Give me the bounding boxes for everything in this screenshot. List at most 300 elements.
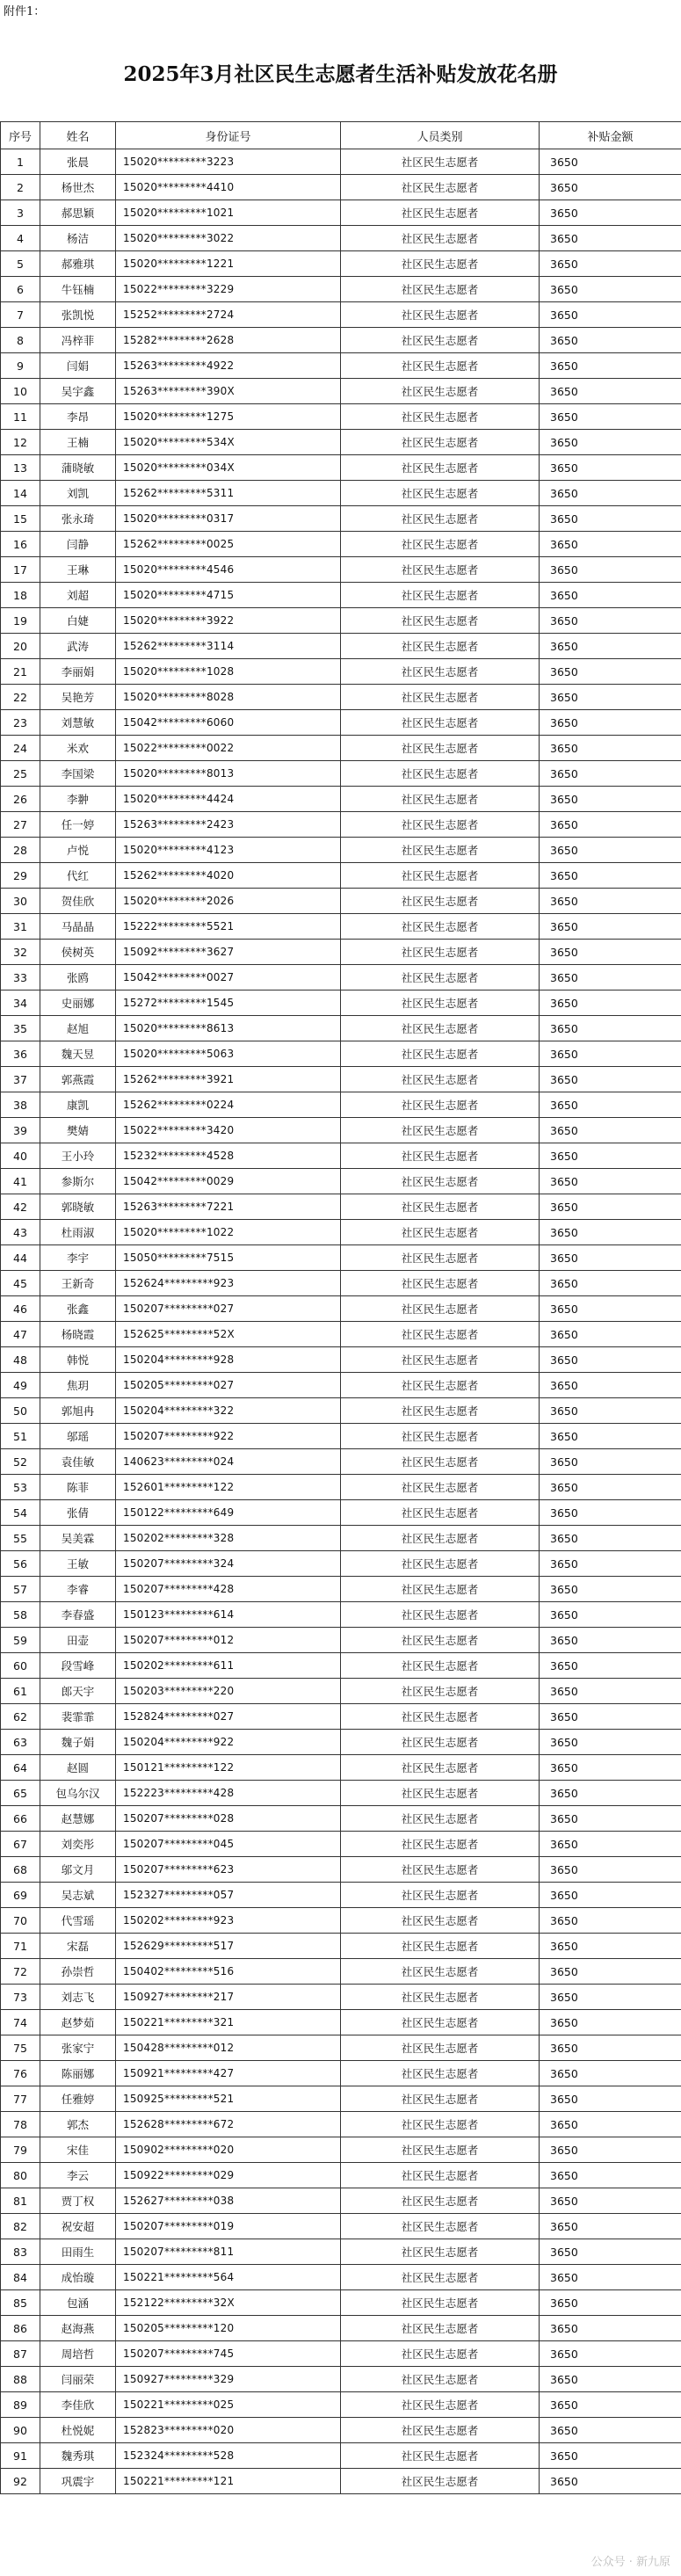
cell-id: 150207*********623 — [116, 1857, 341, 1883]
table-row — [1, 2367, 681, 2392]
cell-id: 150207*********745 — [116, 2341, 341, 2367]
cell-amount: 3650 — [540, 2469, 681, 2494]
cell-name: 郝雅琪 — [40, 251, 116, 277]
cell-amount: 3650 — [540, 1806, 681, 1832]
cell-id: 15262*********0025 — [116, 532, 341, 557]
cell-name: 刘志飞 — [40, 1985, 116, 2010]
cell-index: 89 — [1, 2392, 40, 2418]
table-row — [1, 1781, 681, 1806]
cell-id: 150927*********329 — [116, 2367, 341, 2392]
cell-name: 李春盛 — [40, 1602, 116, 1628]
table-row — [1, 1449, 681, 1475]
cell-amount: 3650 — [540, 710, 681, 736]
cell-category: 社区民生志愿者 — [341, 1449, 540, 1475]
cell-id: 150207*********012 — [116, 1628, 341, 1653]
cell-amount: 3650 — [540, 1551, 681, 1577]
cell-index: 24 — [1, 736, 40, 761]
cell-amount: 3650 — [540, 1781, 681, 1806]
cell-name: 郝思颖 — [40, 200, 116, 226]
cell-amount: 3650 — [540, 1220, 681, 1245]
table-row — [1, 430, 681, 455]
cell-index: 52 — [1, 1449, 40, 1475]
cell-index: 46 — [1, 1296, 40, 1322]
cell-index: 77 — [1, 2086, 40, 2112]
table-row — [1, 1322, 681, 1347]
table-row — [1, 838, 681, 863]
table-header-row — [1, 122, 681, 149]
cell-index: 25 — [1, 761, 40, 787]
table-row — [1, 1934, 681, 1959]
cell-category: 社区民生志愿者 — [341, 1679, 540, 1704]
cell-name: 王新奇 — [40, 1271, 116, 1296]
cell-name: 张家宁 — [40, 2035, 116, 2061]
cell-name: 代红 — [40, 863, 116, 889]
cell-id: 15262*********4020 — [116, 863, 341, 889]
cell-index: 78 — [1, 2112, 40, 2137]
table-row — [1, 736, 681, 761]
cell-category: 社区民生志愿者 — [341, 940, 540, 965]
cell-name: 任雅婷 — [40, 2086, 116, 2112]
cell-name: 任一婷 — [40, 812, 116, 838]
cell-category: 社区民生志愿者 — [341, 481, 540, 506]
cell-amount: 3650 — [540, 1067, 681, 1092]
cell-id: 140623*********024 — [116, 1449, 341, 1475]
cell-category: 社区民生志愿者 — [341, 328, 540, 353]
cell-name: 李国梁 — [40, 761, 116, 787]
cell-amount: 3650 — [540, 583, 681, 608]
cell-index: 11 — [1, 404, 40, 430]
cell-index: 54 — [1, 1500, 40, 1526]
cell-category: 社区民生志愿者 — [341, 1500, 540, 1526]
cell-category: 社区民生志愿者 — [341, 2010, 540, 2035]
cell-category: 社区民生志愿者 — [341, 761, 540, 787]
cell-name: 侯树英 — [40, 940, 116, 965]
table-row — [1, 1067, 681, 1092]
cell-category: 社区民生志愿者 — [341, 1704, 540, 1730]
cell-index: 79 — [1, 2137, 40, 2163]
table-row — [1, 175, 681, 200]
cell-amount: 3650 — [540, 506, 681, 532]
cell-index: 82 — [1, 2214, 40, 2239]
table-row — [1, 1526, 681, 1551]
cell-category: 社区民生志愿者 — [341, 1577, 540, 1602]
cell-index: 92 — [1, 2469, 40, 2494]
table-row — [1, 2035, 681, 2061]
cell-category: 社区民生志愿者 — [341, 583, 540, 608]
cell-category: 社区民生志愿者 — [341, 1169, 540, 1194]
cell-id: 15020*********4546 — [116, 557, 341, 583]
cell-category: 社区民生志愿者 — [341, 685, 540, 710]
cell-index: 30 — [1, 889, 40, 914]
watermark: 公众号 · 新九原 — [590, 2556, 670, 2569]
cell-id: 152601*********122 — [116, 1475, 341, 1500]
cell-category: 社区民生志愿者 — [341, 838, 540, 863]
cell-amount: 3650 — [540, 2367, 681, 2392]
cell-amount: 3650 — [540, 379, 681, 404]
cell-id: 15020*********0317 — [116, 506, 341, 532]
cell-amount: 3650 — [540, 812, 681, 838]
cell-id: 150207*********922 — [116, 1424, 341, 1449]
cell-name: 李翀 — [40, 787, 116, 812]
table-row — [1, 1169, 681, 1194]
cell-index: 47 — [1, 1322, 40, 1347]
cell-category: 社区民生志愿者 — [341, 1959, 540, 1985]
cell-id: 150221*********564 — [116, 2265, 341, 2290]
cell-amount: 3650 — [540, 2188, 681, 2214]
cell-amount: 3650 — [540, 2086, 681, 2112]
cell-amount: 3650 — [540, 2137, 681, 2163]
cell-id: 152628*********672 — [116, 2112, 341, 2137]
cell-id: 152324*********528 — [116, 2443, 341, 2469]
cell-id: 150122*********649 — [116, 1500, 341, 1526]
cell-category: 社区民生志愿者 — [341, 2214, 540, 2239]
cell-category: 社区民生志愿者 — [341, 2188, 540, 2214]
cell-category: 社区民生志愿者 — [341, 1755, 540, 1781]
cell-index: 57 — [1, 1577, 40, 1602]
cell-amount: 3650 — [540, 1730, 681, 1755]
cell-id: 150123*********614 — [116, 1602, 341, 1628]
cell-category: 社区民生志愿者 — [341, 1526, 540, 1551]
table-row — [1, 634, 681, 659]
cell-amount: 3650 — [540, 455, 681, 481]
cell-id: 15262*********5311 — [116, 481, 341, 506]
cell-amount: 3650 — [540, 200, 681, 226]
cell-amount: 3650 — [540, 1016, 681, 1041]
cell-id: 15020*********8028 — [116, 685, 341, 710]
cell-category: 社区民生志愿者 — [341, 1832, 540, 1857]
cell-index: 65 — [1, 1781, 40, 1806]
table-row — [1, 1704, 681, 1730]
cell-category: 社区民生志愿者 — [341, 506, 540, 532]
cell-id: 150204*********922 — [116, 1730, 341, 1755]
cell-name: 杜雨淑 — [40, 1220, 116, 1245]
cell-id: 150207*********324 — [116, 1551, 341, 1577]
cell-name: 李云 — [40, 2163, 116, 2188]
col-header-index: 序号 — [1, 122, 40, 149]
cell-category: 社区民生志愿者 — [341, 2418, 540, 2443]
cell-category: 社区民生志愿者 — [341, 965, 540, 990]
cell-id: 150922*********029 — [116, 2163, 341, 2188]
cell-id: 15252*********2724 — [116, 302, 341, 328]
table-row — [1, 659, 681, 685]
cell-name: 贺佳欣 — [40, 889, 116, 914]
cell-id: 15263*********7221 — [116, 1194, 341, 1220]
table-row — [1, 1679, 681, 1704]
cell-amount: 3650 — [540, 1347, 681, 1373]
cell-id: 152327*********057 — [116, 1883, 341, 1908]
cell-name: 张鸥 — [40, 965, 116, 990]
cell-name: 吴宇鑫 — [40, 379, 116, 404]
cell-index: 53 — [1, 1475, 40, 1500]
cell-amount: 3650 — [540, 1857, 681, 1883]
cell-id: 15022*********0022 — [116, 736, 341, 761]
cell-name: 李昂 — [40, 404, 116, 430]
table-row — [1, 812, 681, 838]
cell-name: 杨洁 — [40, 226, 116, 251]
cell-index: 50 — [1, 1398, 40, 1424]
cell-category: 社区民生志愿者 — [341, 2137, 540, 2163]
cell-category: 社区民生志愿者 — [341, 608, 540, 634]
table-row — [1, 277, 681, 302]
table-row — [1, 149, 681, 175]
cell-index: 5 — [1, 251, 40, 277]
cell-id: 150902*********020 — [116, 2137, 341, 2163]
cell-name: 郭旭冉 — [40, 1398, 116, 1424]
cell-category: 社区民生志愿者 — [341, 1424, 540, 1449]
cell-amount: 3650 — [540, 2316, 681, 2341]
cell-id: 152824*********027 — [116, 1704, 341, 1730]
cell-index: 40 — [1, 1143, 40, 1169]
cell-id: 15020*********2026 — [116, 889, 341, 914]
table-row — [1, 1245, 681, 1271]
table-row — [1, 302, 681, 328]
cell-category: 社区民生志愿者 — [341, 353, 540, 379]
cell-amount: 3650 — [540, 1628, 681, 1653]
cell-amount: 3650 — [540, 1985, 681, 2010]
cell-name: 闫丽荣 — [40, 2367, 116, 2392]
table-row — [1, 328, 681, 353]
cell-name: 张倩 — [40, 1500, 116, 1526]
cell-name: 陈丽娜 — [40, 2061, 116, 2086]
cell-index: 87 — [1, 2341, 40, 2367]
cell-category: 社区民生志愿者 — [341, 2061, 540, 2086]
cell-name: 郭杰 — [40, 2112, 116, 2137]
cell-index: 35 — [1, 1016, 40, 1041]
cell-id: 150205*********120 — [116, 2316, 341, 2341]
table-row — [1, 914, 681, 940]
cell-index: 56 — [1, 1551, 40, 1577]
cell-name: 吴美霖 — [40, 1526, 116, 1551]
cell-name: 王琳 — [40, 557, 116, 583]
cell-id: 152629*********517 — [116, 1934, 341, 1959]
cell-id: 15222*********5521 — [116, 914, 341, 940]
cell-name: 康凯 — [40, 1092, 116, 1118]
table-row — [1, 532, 681, 557]
cell-amount: 3650 — [540, 1449, 681, 1475]
table-row — [1, 1908, 681, 1934]
cell-name: 王小玲 — [40, 1143, 116, 1169]
cell-category: 社区民生志愿者 — [341, 2392, 540, 2418]
cell-index: 14 — [1, 481, 40, 506]
cell-name: 焦玥 — [40, 1373, 116, 1398]
cell-id: 150221*********121 — [116, 2469, 341, 2494]
cell-category: 社区民生志愿者 — [341, 2035, 540, 2061]
cell-amount: 3650 — [540, 1143, 681, 1169]
cell-category: 社区民生志愿者 — [341, 455, 540, 481]
cell-name: 段雪峰 — [40, 1653, 116, 1679]
cell-id: 15282*********2628 — [116, 328, 341, 353]
cell-amount: 3650 — [540, 328, 681, 353]
col-header-id: 身份证号 — [116, 122, 341, 149]
cell-index: 37 — [1, 1067, 40, 1092]
table-row — [1, 1730, 681, 1755]
cell-name: 代雪瑶 — [40, 1908, 116, 1934]
table-row — [1, 2086, 681, 2112]
cell-index: 3 — [1, 200, 40, 226]
cell-name: 郭晓敏 — [40, 1194, 116, 1220]
col-header-name: 姓名 — [40, 122, 116, 149]
cell-index: 2 — [1, 175, 40, 200]
cell-name: 李丽娟 — [40, 659, 116, 685]
cell-amount: 3650 — [540, 149, 681, 175]
table-row — [1, 1092, 681, 1118]
cell-index: 66 — [1, 1806, 40, 1832]
cell-id: 15262*********3114 — [116, 634, 341, 659]
cell-amount: 3650 — [540, 2418, 681, 2443]
cell-index: 80 — [1, 2163, 40, 2188]
cell-category: 社区民生志愿者 — [341, 2367, 540, 2392]
cell-amount: 3650 — [540, 226, 681, 251]
cell-category: 社区民生志愿者 — [341, 1347, 540, 1373]
cell-category: 社区民生志愿者 — [341, 2469, 540, 2494]
table-row — [1, 1398, 681, 1424]
cell-id: 15050*********7515 — [116, 1245, 341, 1271]
cell-index: 22 — [1, 685, 40, 710]
cell-name: 张鑫 — [40, 1296, 116, 1322]
cell-category: 社区民生志愿者 — [341, 404, 540, 430]
cell-amount: 3650 — [540, 914, 681, 940]
table-row — [1, 2418, 681, 2443]
table-row — [1, 353, 681, 379]
cell-index: 31 — [1, 914, 40, 940]
cell-index: 88 — [1, 2367, 40, 2392]
table-row — [1, 2010, 681, 2035]
cell-index: 42 — [1, 1194, 40, 1220]
cell-amount: 3650 — [540, 430, 681, 455]
cell-name: 武涛 — [40, 634, 116, 659]
cell-index: 9 — [1, 353, 40, 379]
cell-category: 社区民生志愿者 — [341, 557, 540, 583]
cell-name: 郎天宇 — [40, 1679, 116, 1704]
cell-category: 社区民生志愿者 — [341, 659, 540, 685]
cell-amount: 3650 — [540, 685, 681, 710]
cell-category: 社区民生志愿者 — [341, 1857, 540, 1883]
table-row — [1, 1347, 681, 1373]
cell-name: 巩震宇 — [40, 2469, 116, 2494]
cell-category: 社区民生志愿者 — [341, 1143, 540, 1169]
cell-name: 杨世杰 — [40, 175, 116, 200]
cell-amount: 3650 — [540, 277, 681, 302]
cell-name: 白婕 — [40, 608, 116, 634]
cell-amount: 3650 — [540, 2163, 681, 2188]
table-row — [1, 2290, 681, 2316]
cell-amount: 3650 — [540, 736, 681, 761]
cell-category: 社区民生志愿者 — [341, 379, 540, 404]
cell-name: 刘慧敏 — [40, 710, 116, 736]
cell-id: 150203*********220 — [116, 1679, 341, 1704]
table-row — [1, 685, 681, 710]
cell-amount: 3650 — [540, 2035, 681, 2061]
cell-category: 社区民生志愿者 — [341, 226, 540, 251]
cell-name: 成怡璇 — [40, 2265, 116, 2290]
table-row — [1, 1551, 681, 1577]
cell-name: 李宇 — [40, 1245, 116, 1271]
cell-category: 社区民生志愿者 — [341, 634, 540, 659]
cell-category: 社区民生志愿者 — [341, 1806, 540, 1832]
cell-index: 51 — [1, 1424, 40, 1449]
cell-category: 社区民生志愿者 — [341, 2086, 540, 2112]
cell-name: 张凯悦 — [40, 302, 116, 328]
cell-index: 85 — [1, 2290, 40, 2316]
cell-index: 64 — [1, 1755, 40, 1781]
cell-amount: 3650 — [540, 1934, 681, 1959]
table-row — [1, 761, 681, 787]
cell-amount: 3650 — [540, 1373, 681, 1398]
cell-index: 71 — [1, 1934, 40, 1959]
cell-index: 21 — [1, 659, 40, 685]
cell-index: 4 — [1, 226, 40, 251]
cell-index: 86 — [1, 2316, 40, 2341]
cell-category: 社区民生志愿者 — [341, 1730, 540, 1755]
cell-amount: 3650 — [540, 2290, 681, 2316]
cell-name: 陈菲 — [40, 1475, 116, 1500]
cell-amount: 3650 — [540, 302, 681, 328]
cell-id: 150402*********516 — [116, 1959, 341, 1985]
table-row — [1, 863, 681, 889]
cell-amount: 3650 — [540, 1577, 681, 1602]
cell-id: 150207*********019 — [116, 2214, 341, 2239]
cell-name: 张永琦 — [40, 506, 116, 532]
cell-category: 社区民生志愿者 — [341, 2443, 540, 2469]
cell-amount: 3650 — [540, 2239, 681, 2265]
cell-amount: 3650 — [540, 1194, 681, 1220]
table-row — [1, 1577, 681, 1602]
cell-name: 赵梦茹 — [40, 2010, 116, 2035]
cell-name: 魏天昱 — [40, 1041, 116, 1067]
table-row — [1, 990, 681, 1016]
cell-index: 28 — [1, 838, 40, 863]
cell-index: 81 — [1, 2188, 40, 2214]
cell-category: 社区民生志愿者 — [341, 2290, 540, 2316]
cell-id: 150204*********322 — [116, 1398, 341, 1424]
cell-index: 33 — [1, 965, 40, 990]
cell-name: 宋磊 — [40, 1934, 116, 1959]
cell-index: 12 — [1, 430, 40, 455]
cell-index: 38 — [1, 1092, 40, 1118]
cell-amount: 3650 — [540, 2443, 681, 2469]
cell-name: 王楠 — [40, 430, 116, 455]
table-row — [1, 1628, 681, 1653]
cell-index: 55 — [1, 1526, 40, 1551]
cell-name: 卢悦 — [40, 838, 116, 863]
cell-name: 田壶 — [40, 1628, 116, 1653]
cell-id: 15020*********4123 — [116, 838, 341, 863]
cell-index: 10 — [1, 379, 40, 404]
cell-id: 150921*********427 — [116, 2061, 341, 2086]
cell-amount: 3650 — [540, 2061, 681, 2086]
cell-category: 社区民生志愿者 — [341, 251, 540, 277]
cell-amount: 3650 — [540, 1169, 681, 1194]
cell-amount: 3650 — [540, 2214, 681, 2239]
table-row — [1, 1271, 681, 1296]
cell-id: 152122*********32X — [116, 2290, 341, 2316]
cell-id: 15020*********8613 — [116, 1016, 341, 1041]
table-row — [1, 1806, 681, 1832]
table-row — [1, 2163, 681, 2188]
cell-index: 29 — [1, 863, 40, 889]
cell-id: 15020*********1028 — [116, 659, 341, 685]
cell-category: 社区民生志愿者 — [341, 1628, 540, 1653]
cell-id: 15263*********390X — [116, 379, 341, 404]
cell-id: 150121*********122 — [116, 1755, 341, 1781]
cell-id: 150221*********321 — [116, 2010, 341, 2035]
cell-id: 15263*********2423 — [116, 812, 341, 838]
table-row — [1, 1016, 681, 1041]
table-row — [1, 710, 681, 736]
cell-id: 15272*********1545 — [116, 990, 341, 1016]
cell-index: 39 — [1, 1118, 40, 1143]
cell-amount: 3650 — [540, 1296, 681, 1322]
